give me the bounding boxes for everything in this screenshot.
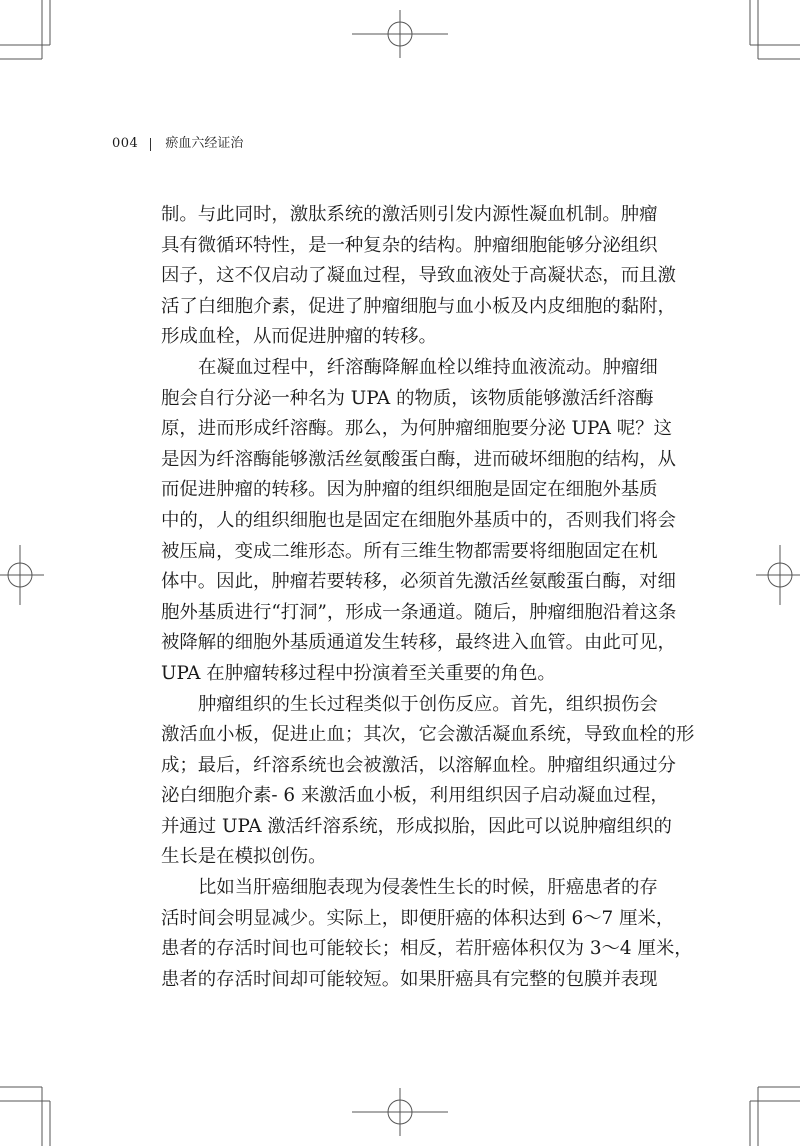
text-line: 被降解的细胞外基质通道发生转移，最终进入血管。由此可见， bbox=[161, 632, 676, 654]
text-line: 体中。因此，肿瘤若要转移，必须首先激活丝氨酸蛋白酶，对细 bbox=[161, 571, 676, 593]
page-number: 004 bbox=[112, 136, 139, 151]
text-line: 具有微循环特性，是一种复杂的结构。肿瘤细胞能够分泌组织 bbox=[161, 234, 658, 256]
paragraph bbox=[161, 873, 693, 995]
text-line: 患者的存活时间却可能较短。如果肝癌具有完整的包膜并表现 bbox=[161, 968, 658, 990]
text-line: 原，进而形成纤溶酶。那么，为何肿瘤细胞要分泌 UPA 呢？这 bbox=[161, 418, 672, 440]
text-line: 胞会自行分泌一种名为 UPA 的物质，该物质能够激活纤溶酶 bbox=[161, 387, 654, 409]
text-line: 患者的存活时间也可能较长；相反，若肝癌体积仅为 3～4 厘米， bbox=[161, 938, 693, 960]
text-line: 生长是在模拟创伤。 bbox=[161, 846, 327, 868]
text-line: 并通过 UPA 激活纤溶系统，形成拟胎，因此可以说肿瘤组织的 bbox=[161, 815, 672, 837]
text-line: 比如当肝癌细胞表现为侵袭性生长的时候，肝癌患者的存 bbox=[198, 877, 658, 899]
text-line: 制。与此同时，激肽系统的激活则引发内源性凝血机制。肿瘤 bbox=[161, 204, 658, 225]
text-line: 激活血小板，促进止血；其次，它会激活凝血系统，导致血栓的形 bbox=[161, 724, 695, 746]
text-line: 成；最后，纤溶系统也会被激活，以溶解血栓。肿瘤组织通过分 bbox=[161, 754, 676, 776]
text-line: 形成血栓，从而促进肿瘤的转移。 bbox=[161, 326, 437, 348]
header-divider bbox=[150, 138, 151, 151]
paragraph bbox=[161, 353, 677, 690]
body-text bbox=[161, 200, 695, 995]
text-line: 中的，人的组织细胞也是固定在细胞外基质中的，否则我们将会 bbox=[161, 509, 676, 531]
text-line: 肿瘤组织的生长过程类似于创伤反应。首先，组织损伤会 bbox=[198, 693, 658, 715]
text-line: 泌白细胞介素- 6 来激活血小板，利用组织因子启动凝血过程， bbox=[161, 785, 669, 807]
text-line: 在凝血过程中，纤溶酶降解血栓以维持血液流动。肿瘤细 bbox=[198, 356, 658, 378]
text-line: 胞外基质进行“打洞”，形成一条通道。随后，肿瘤细胞沿着这条 bbox=[161, 601, 677, 623]
text-line: 而促进肿瘤的转移。因为肿瘤的组织细胞是固定在细胞外基质 bbox=[161, 479, 658, 501]
text-line: 活时间会明显减少。实际上，即便肝癌的体积达到 6～7 厘米， bbox=[161, 907, 675, 929]
text-line: UPA 在肿瘤转移过程中扮演着至关重要的角色。 bbox=[161, 662, 556, 684]
text-line: 被压扁，变成二维形态。所有三维生物都需要将细胞固定在机 bbox=[161, 540, 658, 562]
text-line: 因子，这不仅启动了凝血过程，导致血液处于高凝状态，而且激 bbox=[161, 265, 676, 287]
book-title: 瘀血六经证治 bbox=[165, 136, 244, 151]
text-line: 是因为纤溶酶能够激活丝氨酸蛋白酶，进而破坏细胞的结构，从 bbox=[161, 448, 676, 470]
paragraph bbox=[161, 200, 676, 353]
text-line: 活了白细胞介素，促进了肿瘤细胞与血小板及内皮细胞的黏附， bbox=[161, 295, 676, 317]
running-head bbox=[112, 135, 243, 153]
paragraph bbox=[161, 690, 695, 874]
